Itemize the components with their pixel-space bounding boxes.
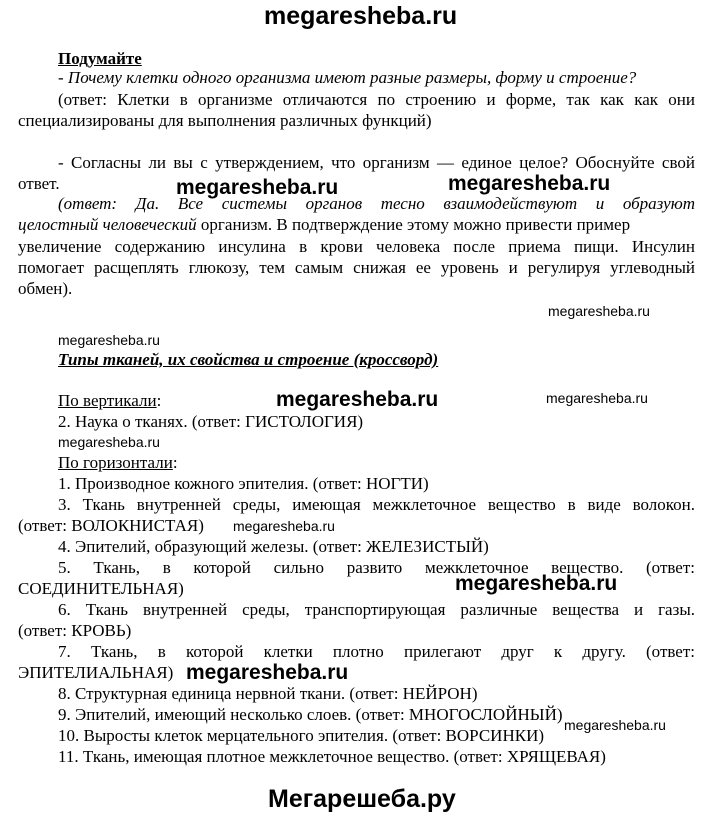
think-answer-2-line-2: [18, 215, 630, 235]
think-question-2-line-2: ответ.: [18, 174, 60, 193]
think-title: Подумайте: [58, 49, 142, 68]
watermark: megaresheba.ru: [564, 717, 666, 733]
think-answer-2-rest: организм. В подтверждение этому можно привести пример: [200, 215, 631, 234]
horizontal-label-row: По горизонтали:: [58, 453, 178, 472]
think-question-1: - Почему клетки одного организма имеют разные размеры, форму и строение?: [58, 68, 637, 87]
horizontal-item-3-line-2: (ответ: ВОЛОКНИСТАЯ): [18, 516, 204, 535]
header-site-title: megaresheba.ru: [264, 2, 458, 30]
watermark: megaresheba.ru: [233, 518, 335, 534]
think-answer-2-line-3: увеличение содержанию инсулина в крови человека после приема пищи. Инсулин: [18, 237, 695, 256]
horizontal-item-6-line-2: (ответ: КРОВЬ): [18, 621, 132, 640]
think-answer-2-line-1: (ответ: Да. Все системы органов тесно взаимодействуют и образуют: [58, 194, 695, 213]
watermark: megaresheba.ru: [276, 388, 439, 411]
horizontal-item-1: 1. Производное кожного эпителия. (ответ: НОГТИ): [58, 474, 429, 493]
watermark: megaresheba.ru: [448, 172, 611, 195]
horizontal-item-7-line-1: 7. Ткань, в которой клетки плотно прилегают друг к другу. (ответ:: [58, 642, 695, 661]
horizontal-item-5-line-2: СОЕДИНИТЕЛЬНАЯ): [18, 579, 184, 598]
horizontal-item-11: 11. Ткань, имеющая плотное межклеточное вещество. (ответ: ХРЯЩЕВАЯ): [58, 747, 606, 766]
watermark: megaresheba.ru: [546, 390, 648, 406]
horizontal-item-6-line-1: 6. Ткань внутренней среды, транспортирующая различные вещества и газы.: [58, 600, 695, 619]
horizontal-label: По горизонтали: [58, 453, 173, 472]
horizontal-item-3-line-1: 3. Ткань внутренней среды, имеющая межклеточное вещество в виде волокон.: [58, 495, 695, 514]
vertical-label-row: По вертикали:: [58, 391, 162, 410]
watermark: megaresheba.ru: [58, 332, 160, 348]
think-answer-1-line-1: (ответ: Клетки в организме отличаются по строению и форме, так как как они: [58, 90, 695, 109]
think-question-2-line-1: - Согласны ли вы с утверждением, что организм — единое целое? Обоснуйте свой: [58, 153, 695, 172]
horizontal-item-10: 10. Выросты клеток мерцательного эпителия. (ответ: ВОРСИНКИ): [58, 726, 545, 745]
think-answer-2-line-4: помогает расщеплять глюкозу, тем самым снижая ее уровень и регулируя углеводный: [18, 258, 695, 277]
horizontal-item-8: 8. Структурная единица нервной ткани. (ответ: НЕЙРОН): [58, 684, 478, 703]
think-answer-2-italic: целостный человеческий: [18, 215, 197, 234]
vertical-label: По вертикали: [58, 391, 157, 410]
horizontal-item-9: 9. Эпителий, имеющий несколько слоев. (ответ: МНОГОСЛОЙНЫЙ): [58, 705, 563, 724]
watermark: megaresheba.ru: [58, 434, 160, 450]
horizontal-item-4: 4. Эпителий, образующий железы. (ответ: ЖЕЛЕЗИСТЫЙ): [58, 537, 489, 556]
watermark: megaresheba.ru: [186, 661, 349, 684]
vertical-item-2: 2. Наука о тканях. (ответ: ГИСТОЛОГИЯ): [58, 412, 364, 431]
think-answer-1-line-2: специализированы для выполнения различных функций): [18, 111, 432, 130]
watermark: megaresheba.ru: [548, 303, 650, 319]
horizontal-item-7-line-2: ЭПИТЕЛИАЛЬНАЯ): [18, 663, 174, 682]
crossword-title: Типы тканей, их свойства и строение (кроссворд): [58, 350, 439, 369]
watermark: megaresheba.ru: [176, 176, 339, 199]
think-answer-2-line-5: обмен).: [18, 279, 73, 298]
footer-site-title: Мегарешеба.ру: [268, 785, 456, 813]
horizontal-item-5-line-1: 5. Ткань, в которой сильно развито межклеточное вещество. (ответ:: [58, 558, 695, 577]
watermark: megaresheba.ru: [455, 572, 618, 595]
